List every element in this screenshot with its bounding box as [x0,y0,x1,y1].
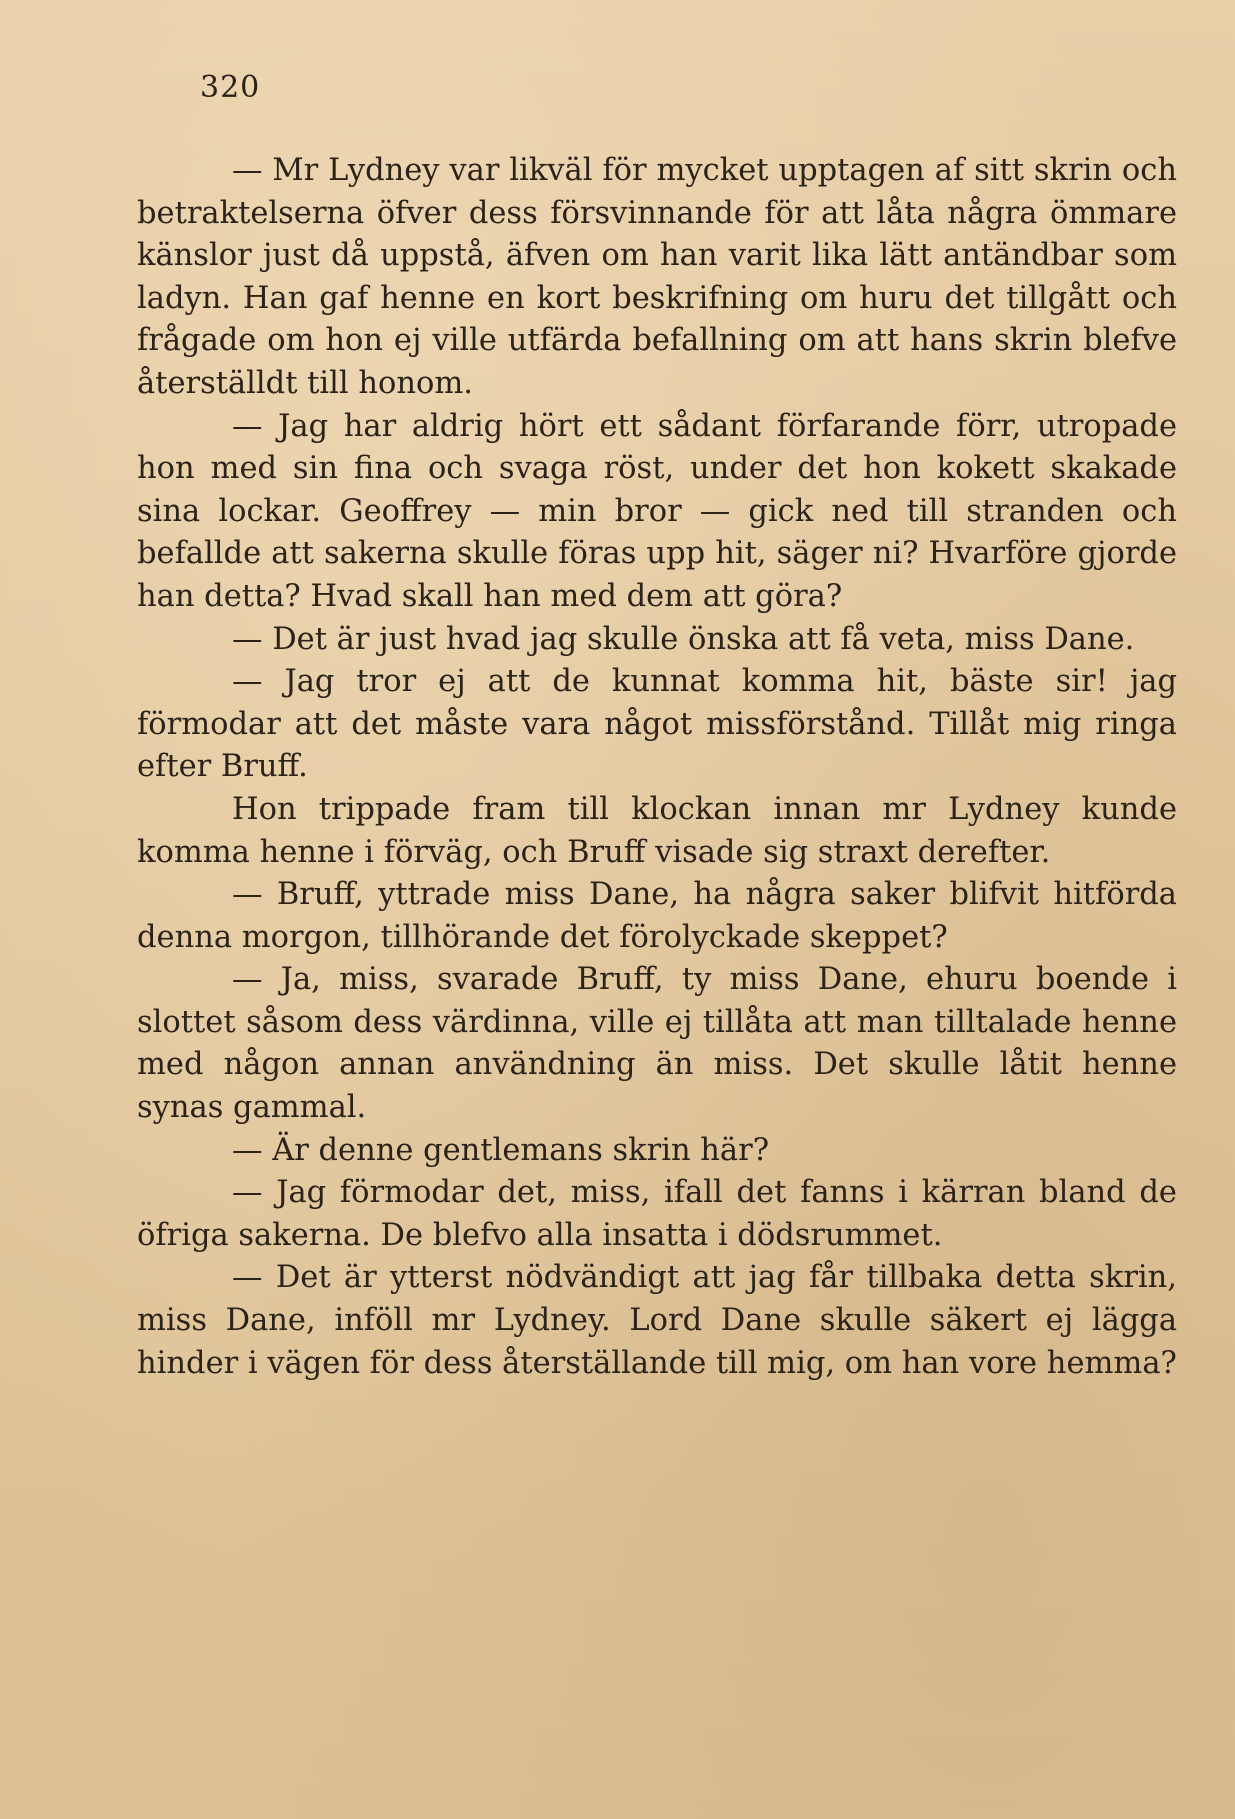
body-text [137,150,1177,1385]
paragraph: — Jag förmodar det, miss, ifall det fanns i kärran bland de öfriga sakerna. De blefvo alla insatta i dödsrummet. [137,1175,1177,1253]
paragraph: — Ja, miss, svarade Bruff, ty miss Dane, ehuru boende i slottet såsom dess värdinna, ville ej tillåta att man tilltalade henne med någon annan användning än miss. Det skulle låtit henne synas gammal. [137,962,1177,1126]
paragraph: — Det är ytterst nödvändigt att jag får tillbaka detta skrin, miss Dane, inföll mr Lydney. Lord Dane skulle säkert ej lägga hinder i vägen för dess återställande till mig, om han vore hemma? [137,1260,1177,1381]
page-number: 320 [200,70,261,105]
paragraph: — Jag tror ej att de kunnat komma hit, bäste sir! jag förmodar att det måste vara något missförstånd. Tillåt mig ringa efter Bruff. [137,664,1177,785]
paragraph: — Bruff, yttrade miss Dane, ha några saker blifvit hitförda denna morgon, tillhörande det förolyckade skeppet? [137,877,1177,955]
paragraph: Hon trippade fram till klockan innan mr Lydney kunde komma henne i förväg, och Bruff visade sig straxt derefter. [137,791,1177,870]
paragraph: — Är denne gentlemans skrin här? [232,1132,770,1168]
paragraph: — Det är just hvad jag skulle önska att få veta, miss Dane. [232,621,1135,657]
paragraph: — Jag har aldrig hört ett sådant förfarande förr, utropade hon med sin fina och svaga röst, under det hon kokett skakade sina lockar. Geoffrey — min bror — gick ned till stranden och befallde att sakerna skulle föras upp hit, säger ni? Hvarföre gjorde han detta? Hvad skall han med dem att göra? [137,408,1177,614]
paragraph: — Mr Lydney var likväl för mycket upptagen af sitt skrin och betraktelserna öfver dess försvinnande för att låta några ömmare känslor just då uppstå, äfven om han varit lika lätt antändbar som ladyn. Han gaf henne en kort beskrifning om huru det tillgått och frågade om hon ej ville utfärda befallning om att hans skrin blefve återställdt till honom. [137,153,1177,401]
